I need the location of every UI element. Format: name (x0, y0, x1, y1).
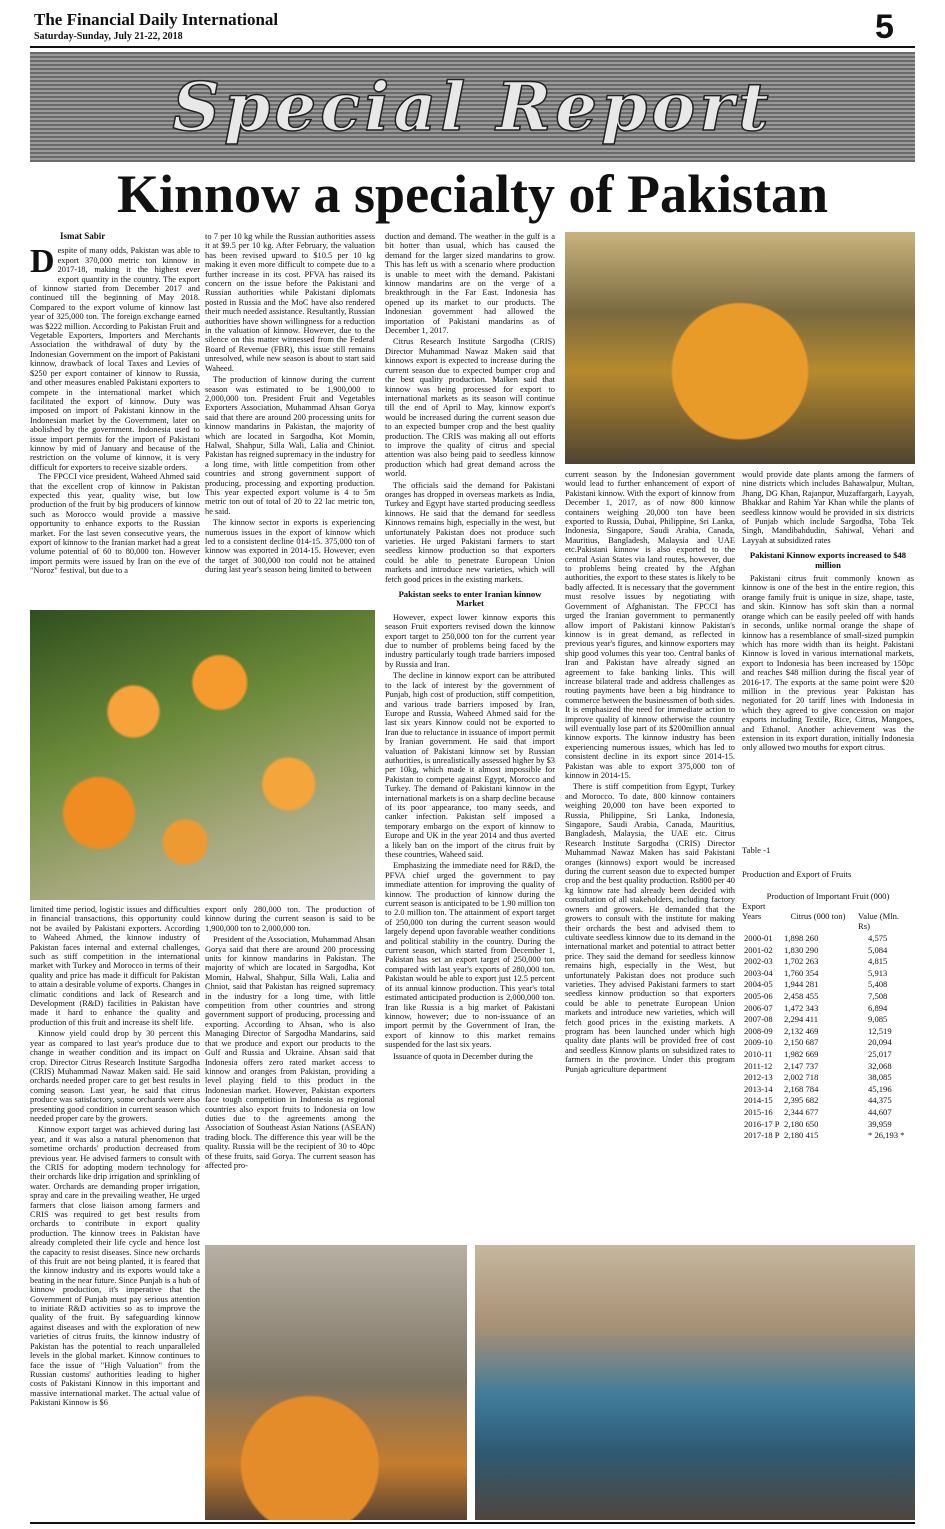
table-subtitle: Production of Important Fruit (000) (766, 891, 890, 901)
column-2-bottom (205, 905, 375, 1240)
row-year: 2012-13 (744, 1072, 773, 1083)
table-row (742, 1061, 914, 1073)
table-row (742, 1072, 914, 1084)
col-citrus: Citrus (000 ton) (790, 911, 846, 921)
row-citrus: 2,002 718 (784, 1072, 819, 1083)
table-row (742, 1003, 914, 1015)
row-year: 2016-17 P (744, 1118, 780, 1129)
page-number: 5 (875, 8, 894, 46)
paragraph: duction and demand. The weather in the gulf is a bit hotter than usual, which has caused the demand for the larger sized mandarins to grow. This has left us with a scenario where production is unable to meet with the demand. Pakistani kinnow mandarins are on the verge of a breakthrough in the Far East. Indonesia has opened up its market to our products. The Indonesian government had allowed the importation of Pakistani mandarins as of December 1, 2017. (385, 232, 555, 336)
row-year: 2001-02 (744, 944, 773, 955)
header-rule (30, 46, 915, 48)
col-value: Value (Mln. Rs) (858, 911, 900, 931)
paragraph: Citrus Research Institute Sargodha (CRIS) Director Muhammad Nawaz Maken said that kinnows export is expected to increase during the current season due to expected bumper crop and the best quality production. Maiken said that kinnow was being processed for export to international markets as its season will continue till the end of April to May, kinnow export's would be increased during the current season due to an expected bumper crop and the best quality production. The CRIS was making all out efforts to improve the quality of citrus and special attention was also being paid to seedless kinnow production which had great demand across the world. (385, 337, 555, 479)
row-value: 5,913 (868, 967, 888, 978)
subheading-iran: Pakistan seeks to enter Iranian kinnow Market (398, 589, 542, 609)
row-value: 44,607 (868, 1106, 892, 1117)
table-row (742, 1037, 914, 1049)
oranges-photo (30, 610, 375, 900)
table-row (742, 1026, 914, 1038)
row-year: 2009-10 (744, 1037, 773, 1048)
row-citrus: 2,344 677 (784, 1106, 819, 1117)
paragraph: espite of many odds, Pakistan was able to export 370,000 metric ton kinnow in 2017-18, making it the highest ever export quantity in the country. The export of kinnow started from December 2017 and continued till the beginning of May 2018. Compared to the export volume of kinnow last year of 325,000 ton. The foreign exchange earned was $222 million. According to Pakistan Fruit and Vegetable Exporters, Importers and Merchants Association the withdrawal of duty by the Indonesian Government on the import of Pakistani kinnow, drawback of local Taxes and Levies of $250 per export container of kinnow to Russia, and other measures enabled Pakistani exporters to compete in the international market which facilitated the export of kinnow. Duty was imposed on import of Pakistani kinnow in the Indonesian market by the Government, later on abolished by the government. Indonesia used to issue import permits for the import of Pakistani kinnow by mid of January and because of the restriction on the volume of kinnow, it is very difficult for exporters to receive sizable orders. (30, 246, 200, 472)
headline: Kinnow a specialty of Pakistan (116, 164, 829, 224)
table-row (742, 1084, 914, 1096)
table-header (742, 911, 914, 931)
column-5 (742, 470, 914, 835)
row-year: 2013-14 (744, 1083, 773, 1094)
row-year: 2008-09 (744, 1025, 773, 1036)
paragraph: current season by the Indonesian government would lead to further enhancement of export of Pakistani kinnow. With the export of kinnow from December 1, 2017, as of now 800 kinnow containers weighing 20,000 ton have been exported to Russia, Dubai, Philippine, Sri Lanka, Indonesia, Singapore, Saudi Arabia, Canada, Mauritius, Bangladesh, Malaysia and UAE etc.Pakistani kinnow is also exported to the central Asian States via land routes, however, due to problems being created by the Afghan authorities, the export to these states is likely to be badly affected. It is necessary that the government must resolve issues by negotiating with Government of Afghanistan. The FPCCI has urged the Iranian government to permanently allow import of Pakistani kinnow Pakistan's kinnow is in great demand, as reflected in previous year's figures, and kinnow exporters may ship good volumes this year too. Central banks of Iran and Pakistan have already signed an agreement to fake banking links. This will increase bilateral trade and address challenges as routing payments have been a big hindrance to commerce between the businessmen of both sides. It is emphasized the need for immediate action to improve quality of kinnow otherwise the country will eventually lose part of its $200million annual kinnow exports. The kinnow industry has been experiencing numerous issues, which has led to consistent decline in its export since 2014-15. Pakistan was able to export 375,000 ton of kinnow in 2014-15. (565, 470, 735, 780)
row-year: 2003-04 (744, 967, 773, 978)
row-citrus: 1,760 354 (784, 967, 819, 978)
row-citrus: 2,395 682 (784, 1095, 819, 1106)
table-row (742, 968, 914, 980)
table-title: Production and Export of Fruits (742, 869, 852, 879)
drop-cap: D (30, 243, 55, 281)
row-value: 6,894 (868, 1002, 888, 1013)
paragraph: The officials said the demand for Pakistani oranges has dropped in overseas markets as India, Turkey and Egypt have started producing seedless kinnows. He said that the demand for seedless Kinnows remains high, especially in the west, but unfortunately Pakistan does not produce such varieties. He urged Pakistani farmers to start seedless kinnow production so that exporters could be able to penetrate European Union markets and introduce new varieties, which will fetch good prices in the existing markets. (385, 480, 555, 584)
row-year: 2011-12 (744, 1060, 773, 1071)
paragraph: to 7 per 10 kg while the Russian authorities assess it at $9.5 per 10 kg. After February, the valuation has been revised upward to $10.5 per 10 kg making it even more difficult to compete due to a further increase in its cost. PFVA has raised its concern on the issue before the Pakistani and Russian authorities while Pakistani diplomats posted in Russia and the MoC have also rendered their much needed assistance. Resultantly, Russian authorities have shown willingness for a reduction in the valuation of kinnow. However, due to the silence on this matter witnessed from the Federal Board of Revenue (FBR), this issue still remains unresolved, while new season is about to start said Waheed. (205, 232, 375, 373)
row-citrus: 1,982 669 (784, 1048, 819, 1059)
row-year: 2015-16 (744, 1106, 773, 1117)
row-citrus: 2,458 455 (784, 990, 819, 1001)
table-row (742, 1014, 914, 1026)
row-year: 2014-15 (744, 1095, 773, 1106)
row-year: 2002-03 (744, 956, 773, 967)
row-year: 2017-18 P (744, 1130, 780, 1141)
row-value: 12,519 (868, 1025, 892, 1036)
table-row (742, 1119, 914, 1131)
paragraph: limited time period, logistic issues and difficulties in financial transactions, this opportunity could not be availed by Pakistani exporters. According to Waheed Ahmed, the kinnow industry of Pakistan faces internal and external challenges, such as stiff competition in the international market with Turkey and Morocco in terms of their quality and price has made it difficult for Pakistan to attain a desirable volume of exports. Changes in climatic conditions and lack of Research and Development (R&D) facilities in Pakistan have made it hard to enhance the quality and production of this fruit and increase its shelf life. (30, 905, 200, 1027)
row-value: 32,068 (868, 1060, 892, 1071)
table-row (742, 956, 914, 968)
masthead: The Financial Daily International (34, 10, 279, 29)
table-row (742, 1107, 914, 1119)
paragraph: The production of kinnow during the current season was estimated to be 1,900,000 to 2,000,000 ton. President Fruit and Vegetables Exporters Association, Muhammad Ahsan Gorya said that there are around 200 processing units for kinnow mandarins in Pakistan, the majority of which are located in Sargodha, Kot Momin, Halwal, Shahpur, Silla Wali, Lalia and Chiniot. Pakistan has reigned supremacy in the industry for a long time, with little competition from other countries and strong government support of producing, processing and exporting production. This year expected export volume is 4 to 5m metric ton out of total of 20 to 22 lac metric ton, he said. (205, 375, 375, 516)
table-row (742, 979, 914, 991)
paragraph: There is stiff competition from Egypt, Turkey and Morocco. To date, 800 kinnow containers weighing 20,000 ton have been exported to Russia, Philippine, Sri Lanka, Indonesia, Singapore, Saudi Arabia, Canada, Mauritius, Bangladesh, Malaysia, the UAE etc. Citrus Research Institute Sargodha (CRIS) Director Muhammad Nawaz Maken has said Pakistani oranges (kinnows) export would be increased during the current season due to expected bumper crop and the best quality production. Rs800 per 40 kg kinnow rate had already been decided with consultation of all stakeholders, including factory owners and growers. He demanded that the growers to consult with the institute for making their orchards the best and advised them to cultivate seedless kinnow due to its demand in the international market and potential to attract better price. They said the demand for seedless kinnow remains high, especially in the West, but unfortunately Pakistan does not produce such varieties. They advised Pakistani farmers to start seedless kinnow production so that exporters could be able to penetrate European Union markets and introduce new varieties, which will fetch good prices in the existing markets. A program has been launched under which high quality date plants will be provided free of cost and seedless Kinnow plants on subsidized rates to farmers in the province. Under this program Punjab agriculture department (565, 782, 735, 1074)
row-citrus: 1,898 260 (784, 933, 819, 943)
row-citrus: 1,702 263 (784, 956, 819, 967)
truck-photo (475, 1245, 915, 1520)
table-label: Table -1 (742, 845, 771, 855)
column-1-bottom (30, 905, 200, 1517)
byline: Ismat Sabir (60, 232, 106, 241)
issue-date: Saturday-Sunday, July 21-22, 2018 (34, 31, 183, 42)
column-3 (385, 232, 555, 1317)
row-year: 2005-06 (744, 990, 773, 1001)
column-2-top (205, 232, 375, 605)
row-value: 25,017 (868, 1048, 892, 1059)
fruit-table (742, 845, 914, 1240)
row-value: 5,408 (868, 979, 888, 990)
paragraph: Kinnow export target was achieved during last year, and it was also a natural phenomenon that sometime orchards' production decreased from previous year. He advised farmers to consult with the CRIS for adopting modern technology for their orchards like drip irrigation and sprinkling of water. Orchards are demanding proper irrigation, spray and care in the prevailing weather, He urged farmers that close liaison among farmers and CRIS was required to get best results from orchards to contribute in export quality production. The kinnow trees in Pakistan have already completed their life cycle and hence lost the capacity to resist diseases. Since new orchards of this fruit are not being planted, it is feared that the kinnow industry and its exports would take a beating in the near future. Since Punjab is a hub of kinnow production, it's imperative that the Government of Punjab must pay serious attention to initiate R&D activities so as to improve the quality of the fruit. By safeguarding kinnow against diseases and with the exploration of new varieties of citrus fruits, the kinnow industry of Pakistan has the potential to reach unparalleled levels in the global market. Kinnow continues to face the issue of "High Valuation" from the Russian customs' authorities leading to higher costs of Pakistani Kinnow in this important and massive international market. The actual value of Pakistani Kinnow is $6 (30, 1125, 200, 1408)
table-row (742, 933, 914, 945)
table-row (742, 1130, 914, 1142)
row-value: 9,085 (868, 1014, 888, 1025)
paragraph: would provide date plants among the farmers of nine districts which includes Bahawalpur, Multan, Jhang, DG Khan, Rajanpur, Muzaffargarh, Layyah, Bhakkar and Rahim Yar Khan while the plants of seedless kinnow would be provided in six districts of Punjab which include Sargodha, Toba Tek Singh, Mandibahdudin, Sahiwal, Vehari and Layyah at subsidized rates (742, 470, 914, 545)
column-1-top (30, 232, 200, 605)
row-value: 44,375 (868, 1095, 892, 1106)
row-citrus: 2,168 784 (784, 1083, 819, 1094)
conveyor-photo (565, 232, 915, 464)
paragraph: Emphasizing the immediate need for R&D, the PFVA chief urged the government to pay immediate attention for improving the quality of kinnow. The production of kinnow during the current season is anticipated to be 1.90 million ton to 2.0 million ton. The attainment of export target of 250,000 ton during the current season would largely depend upon favorable weather conditions and political stability in the country. During the current season, which started from December 1, Pakistan has set an export target of 250,000 ton compared with last year's exports of 280,000 ton. Pakistan would be able to export just 12.5 percent of its annual kinnow production. This year's total estimated anticipated production is 2,000,000 ton. Iran like Russia is a big market of Pakistani kinnow, however; due to non-issuance of an import permit by the Government of Iran, the export of kinnow to this market remains suspended for the last six years. (385, 861, 555, 1050)
paragraph: The kinnow sector in exports is experiencing numerous issues in the export of kinnow which led to a consistent decline 014-15. 375,000 ton of kinnow was exported in 2014-15. However, even the target of 300,000 ton could not be attained during last year's season being limited to between (205, 518, 375, 575)
row-year: 2010-11 (744, 1048, 773, 1059)
section-banner (30, 52, 915, 162)
row-value: 5,084 (868, 944, 888, 955)
row-year: 2007-08 (744, 1014, 773, 1025)
row-value: 4,575 (868, 933, 888, 943)
row-citrus: 1,472 343 (784, 1002, 819, 1013)
row-value: 39,959 (868, 1118, 892, 1129)
row-citrus: 2,150 687 (784, 1037, 819, 1048)
row-year: 2004-05 (744, 979, 773, 990)
row-value: 38,085 (868, 1072, 892, 1083)
row-value: 4,815 (868, 956, 888, 967)
row-citrus: 1,830 290 (784, 944, 819, 955)
workers-photo (205, 1245, 467, 1520)
paragraph: export only 280,000 ton. The production of kinnow during the current season is said to be 1,900,000 ton to 2,000,000 ton. (205, 905, 375, 933)
row-citrus: 2,180 415 (784, 1130, 819, 1141)
subheading-exports: Pakistani Kinnow exports increased to $48 million (749, 550, 907, 570)
table-export-label: Export (742, 901, 766, 911)
paragraph: Pakistani citrus fruit commonly known as kinnow is one of the best in the entire region, this orange family fruit is unique in size, shape, taste, and skin. Kinnow has soft skin than a normal orange which can be easily peeled off with hands in seconds, unlike normal orange the shape of kinnow has a resemblance of small-sized pumpkin which has more width than its height. Pakistani Kinnow is loved in various international markets, export to Indonesia has been increased by 150pc and reaches $48 million during the fiscal year of 2016-17. The exports at the same point were $20 million in the previous year Pakistan has negotiated for 20 tariff lines with Indonesia in which they agreed to give concession on major exports including Textile, Rice, Citrus, Mangoes, and Ethanol. Another achievement was the extension in its export duration, initially Indonesia only allowed two mouths for export citrus. (742, 574, 914, 753)
row-year: 2000-01 (744, 933, 773, 943)
col-years: Years (742, 911, 762, 921)
row-year: 2006-07 (744, 1002, 773, 1013)
row-value: 45,196 (868, 1083, 892, 1094)
table-row (742, 1049, 914, 1061)
row-citrus: 2,180 650 (784, 1118, 819, 1129)
table-body (742, 933, 914, 1142)
paragraph: The decline in kinnow export can be attributed to the lack of interest by the government of Punjab, high cost of production, stiff competition, and various trade barriers imposed by Iran, Europe and Russia, Waheed Ahmed said for the last six years Kinnow could not be exported to Iran due to reluctance in issuance of import permit by Iranian government. He said that import valuation of Pakistani kinnow set by Russian authorities, is unrealistically assessed higher by $3 per 10kg, which made it almost impossible for Pakistan to compete against Egypt, Morocco and Turkey. The demand of Pakistani kinnow in the international markets is on a sharp decline because of its poor appearance, too many seeds, and canker infection. Pakistan self imposed a temporary embargo on the export of kinnow to Europe and UK in the year 2014 and thus averted a likely ban on the import of the citrus fruit by these countries, Waheed said. (385, 671, 555, 859)
row-value: 7,508 (868, 990, 888, 1001)
footer-rule (30, 1522, 915, 1524)
row-citrus: 2,132 469 (784, 1025, 819, 1036)
row-value: * 26,193 * (868, 1130, 905, 1141)
paragraph: Kinnow yield could drop by 30 percent this year as compared to last year's produce due to change in weather condition and its impact on crop. Director Citrus Research Institute Sargodha (CRIS) Muhammad Nawaz Maken said. He said orchards needed proper care to get best results in coming season. Last year, he said that citrus produce was satisfactory, some orchards were also presenting good condition in current season which needed proper care by the growers. (30, 1029, 200, 1123)
table-row (742, 1095, 914, 1107)
row-citrus: 1,944 281 (784, 979, 819, 990)
row-citrus: 2,294 411 (784, 1014, 819, 1025)
row-value: 20,094 (868, 1037, 892, 1048)
column-4 (565, 470, 735, 1240)
paragraph: President of the Association, Muhammad Ahsan Gorya said that there are around 200 processing units for kinnow mandarins in Pakistan. The majority of which are located in Sargodha, Kot Momin, Halwal, Shahpur, Silla Wali, Lalia and Chniot, said that Pakistan has reigned supremacy in the industry for a long time, with little competition from other countries and strong government support of producing, processing and exporting. According to Ahsan, who is also Managing Director of Sargodha Mandarins, said that we produce and export our products to the Gulf and Russia and Ukraine. Ahsan said that Indonesia offers zero rated market access to kinnow and oranges from Pakistan, providing a level playing field to this product in the Indonesian market. However, Pakistan exporters face tough competition in Indonesia as regional countries also export fruits to Indonesia on low duties due to the agreements among the Association of Southeast Asian Nations (ASEAN) trading block. The difference this year will be the quality. Russia will be the recipient of 30 to 40pc of these fruits, said Gorya. The current season has affected pro- (205, 935, 375, 1170)
paragraph: Issuance of quota in December during the (393, 1051, 533, 1061)
table-row (742, 991, 914, 1003)
paragraph: However, expect lower kinnow exports this season Fruit exporters revised down the kinnow export target to 250,000 ton for the current year due to number of problems being faced by the industry particularly tough trade barriers imposed by Russia and Iran. (385, 612, 555, 669)
row-citrus: 2,147 737 (784, 1060, 819, 1071)
table-row (742, 945, 914, 957)
section-title: Special Report (172, 68, 773, 146)
paragraph: The FPCCI vice president, Waheed Ahmed said that the excellent crop of kinnow in Pakistan expected this year, quality wise, but low production of the fruit by big producers of kinnow such as Morocco would provide a massive opportunity to enhance exports to the Russian market. For the last seven consecutive years, the export of kinnow to the Iranian market had a great volume potential of 60 to 80,000 ton. However import permits were issued by Iran on the eve of "Noroz" festival, but due to a (30, 472, 200, 576)
